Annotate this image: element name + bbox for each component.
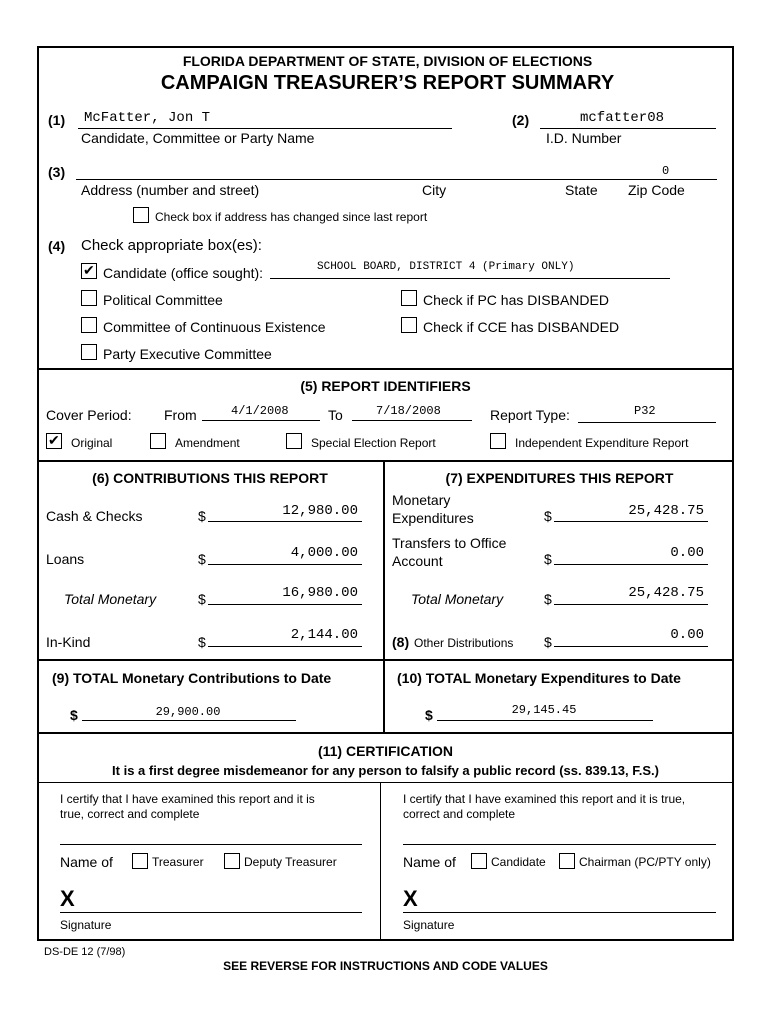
in-kind-amount[interactable]: 2,144.00	[290, 627, 358, 643]
deputy-treasurer-checkbox[interactable]	[224, 853, 240, 869]
name-of-label: Name of	[60, 854, 113, 870]
address-label: Address (number and street)	[81, 182, 260, 198]
cover-period-label: Cover Period:	[46, 407, 132, 423]
section-3-number: (3)	[48, 164, 66, 180]
report-identifiers-heading: (5) REPORT IDENTIFIERS	[300, 378, 471, 394]
office-sought-field[interactable]: SCHOOL BOARD, DISTRICT 4 (Primary ONLY)	[317, 261, 575, 273]
to-date-field[interactable]: 7/18/2008	[376, 404, 441, 418]
amount-underline	[554, 521, 708, 522]
expenditures-heading: (7) EXPENDITURES THIS REPORT	[445, 470, 674, 486]
contributions-heading: (6) CONTRIBUTIONS THIS REPORT	[92, 470, 328, 486]
candidate-office-label: Candidate (office sought):	[103, 265, 264, 281]
address-changed-label: Check box if address has changed since last report	[155, 210, 428, 224]
address-changed-checkbox[interactable]	[133, 207, 149, 223]
party-executive-label: Party Executive Committee	[103, 346, 272, 362]
amount-underline	[208, 646, 362, 647]
from-date-underline	[202, 420, 320, 421]
form-id: DS-DE 12 (7/98)	[44, 946, 126, 958]
original-label: Original	[71, 436, 113, 450]
transfers-office-amount[interactable]: 0.00	[670, 545, 704, 561]
other-distributions-amount[interactable]: 0.00	[670, 627, 704, 643]
pc-disbanded-label: Check if PC has DISBANDED	[423, 292, 609, 308]
name-of-label: Name of	[403, 854, 456, 870]
section-4-number: (4)	[48, 238, 66, 254]
special-election-checkbox[interactable]	[286, 433, 302, 449]
party-executive-checkbox[interactable]	[81, 344, 97, 360]
amount-underline	[554, 564, 708, 565]
candidate-signature-line[interactable]	[403, 912, 716, 913]
currency-symbol: $	[544, 591, 552, 607]
column-divider	[383, 460, 385, 732]
to-date-underline	[352, 420, 472, 421]
amount-underline	[208, 521, 362, 522]
amount-underline	[208, 564, 362, 565]
cash-checks-amount[interactable]: 12,980.00	[282, 503, 358, 519]
from-date-field[interactable]: 4/1/2008	[231, 404, 289, 418]
candidate-cert-label: Candidate	[491, 855, 546, 869]
amount-underline	[554, 604, 708, 605]
section-divider	[37, 368, 734, 370]
from-label: From	[164, 407, 197, 423]
to-label: To	[328, 407, 343, 423]
chairman-label: Chairman (PC/PTY only)	[579, 855, 711, 869]
special-election-label: Special Election Report	[311, 436, 436, 450]
monetary-expenditures-label: Expenditures	[392, 510, 474, 526]
currency-symbol: $	[198, 634, 206, 650]
zip-code-label: Zip Code	[628, 182, 685, 198]
total-contributions-to-date-heading: (9) TOTAL Monetary Contributions to Date	[52, 670, 332, 686]
total-monetary-contributions-label: Total Monetary	[64, 591, 157, 607]
section-1-number: (1)	[48, 112, 66, 128]
amendment-checkbox[interactable]	[150, 433, 166, 449]
report-type-underline	[578, 422, 716, 423]
chairman-checkbox[interactable]	[559, 853, 575, 869]
id-number-label: I.D. Number	[546, 130, 622, 146]
candidate-name-label: Candidate, Committee or Party Name	[81, 130, 315, 146]
zip-code-field[interactable]: 0	[662, 164, 670, 178]
independent-expenditure-checkbox[interactable]	[490, 433, 506, 449]
total-monetary-expenditures-label: Total Monetary	[411, 591, 504, 607]
id-number-field[interactable]: mcfatter08	[580, 110, 665, 126]
form-title: CAMPAIGN TREASURER’S REPORT SUMMARY	[160, 72, 615, 94]
currency-symbol: $	[425, 707, 433, 723]
section-8-number: (8)	[392, 634, 410, 650]
deputy-treasurer-label: Deputy Treasurer	[244, 855, 337, 869]
address-underline	[76, 179, 717, 180]
currency-symbol: $	[70, 707, 78, 723]
office-sought-underline	[270, 278, 670, 279]
monetary-expenditures-amount[interactable]: 25,428.75	[628, 503, 704, 519]
loans-label: Loans	[46, 551, 85, 567]
check-mark-icon: ✔	[83, 262, 95, 278]
currency-symbol: $	[198, 508, 206, 524]
amount-underline	[437, 720, 653, 721]
currency-symbol: $	[198, 551, 206, 567]
original-checkbox[interactable]	[46, 433, 62, 449]
pc-disbanded-checkbox[interactable]	[401, 290, 417, 306]
total-expenditures-to-date-amount[interactable]: 29,145.45	[511, 703, 577, 717]
other-distributions-label: Other Distributions	[414, 636, 514, 650]
section-divider	[37, 460, 734, 462]
id-number-underline	[540, 128, 716, 129]
candidate-checkbox[interactable]	[81, 263, 97, 279]
independent-expenditure-label: Independent Expenditure Report	[515, 436, 689, 450]
signature-x-mark: X	[403, 886, 418, 911]
treasurer-certify-text: I certify that I have examined this report and it is	[60, 792, 315, 806]
certification-heading: (11) CERTIFICATION	[317, 743, 454, 759]
treasurer-name-underline	[60, 844, 362, 845]
agency-heading: FLORIDA DEPARTMENT OF STATE, DIVISION OF ELECTIONS	[182, 53, 593, 69]
currency-symbol: $	[198, 591, 206, 607]
candidate-name-field[interactable]: McFatter, Jon T	[84, 110, 211, 126]
misdemeanor-warning: It is a first degree misdemeanor for any person to falsify a public record (ss. 839.13, F.S.)	[112, 763, 659, 778]
cce-checkbox[interactable]	[81, 317, 97, 333]
loans-amount[interactable]: 4,000.00	[290, 545, 358, 561]
currency-symbol: $	[544, 508, 552, 524]
cce-label: Committee of Continuous Existence	[103, 319, 326, 335]
signature-x-mark: X	[60, 886, 75, 911]
candidate-certify-text: correct and complete	[403, 807, 516, 821]
candidate-certify-text: I certify that I have examined this report and it is true,	[403, 792, 686, 806]
treasurer-signature-label: Signature	[60, 918, 112, 932]
amount-underline	[554, 646, 708, 647]
section-divider	[37, 732, 734, 734]
certification-divider	[39, 782, 732, 783]
state-label: State	[565, 182, 598, 198]
transfers-office-label: Transfers to Office	[392, 535, 507, 551]
currency-symbol: $	[544, 634, 552, 650]
treasurer-certify-text: true, correct and complete	[60, 807, 200, 821]
reverse-instructions-note: SEE REVERSE FOR INSTRUCTIONS AND CODE VALUES	[223, 959, 548, 973]
amendment-label: Amendment	[175, 436, 240, 450]
cce-disbanded-checkbox[interactable]	[401, 317, 417, 333]
cash-checks-label: Cash & Checks	[46, 508, 143, 524]
amount-underline	[82, 720, 296, 721]
cce-disbanded-label: Check if CCE has DISBANDED	[423, 319, 620, 335]
candidate-name-underline-cert	[403, 844, 716, 845]
treasurer-signature-line[interactable]	[60, 912, 362, 913]
total-expenditures-to-date-heading: (10) TOTAL Monetary Expenditures to Date	[397, 670, 681, 686]
section-2-number: (2)	[512, 112, 530, 128]
report-type-label: Report Type:	[490, 407, 570, 423]
total-monetary-expenditures-amount[interactable]: 25,428.75	[628, 585, 704, 601]
political-committee-checkbox[interactable]	[81, 290, 97, 306]
treasurer-checkbox[interactable]	[132, 853, 148, 869]
currency-symbol: $	[544, 551, 552, 567]
candidate-name-underline	[78, 128, 452, 129]
certification-column-divider	[380, 782, 381, 939]
total-contributions-to-date-amount[interactable]: 29,900.00	[155, 705, 221, 719]
check-boxes-heading: Check appropriate box(es):	[81, 237, 262, 254]
amount-underline	[208, 604, 362, 605]
candidate-cert-checkbox[interactable]	[471, 853, 487, 869]
monetary-expenditures-label: Monetary	[392, 492, 451, 508]
check-mark-icon: ✔	[48, 432, 60, 448]
transfers-office-label: Account	[392, 553, 443, 569]
candidate-signature-label: Signature	[403, 918, 455, 932]
report-type-field[interactable]: P32	[634, 404, 656, 418]
treasurer-label: Treasurer	[152, 855, 204, 869]
in-kind-label: In-Kind	[46, 634, 91, 650]
political-committee-label: Political Committee	[103, 292, 223, 308]
total-monetary-contributions-amount[interactable]: 16,980.00	[282, 585, 358, 601]
section-divider	[37, 659, 734, 661]
city-label: City	[422, 182, 447, 198]
